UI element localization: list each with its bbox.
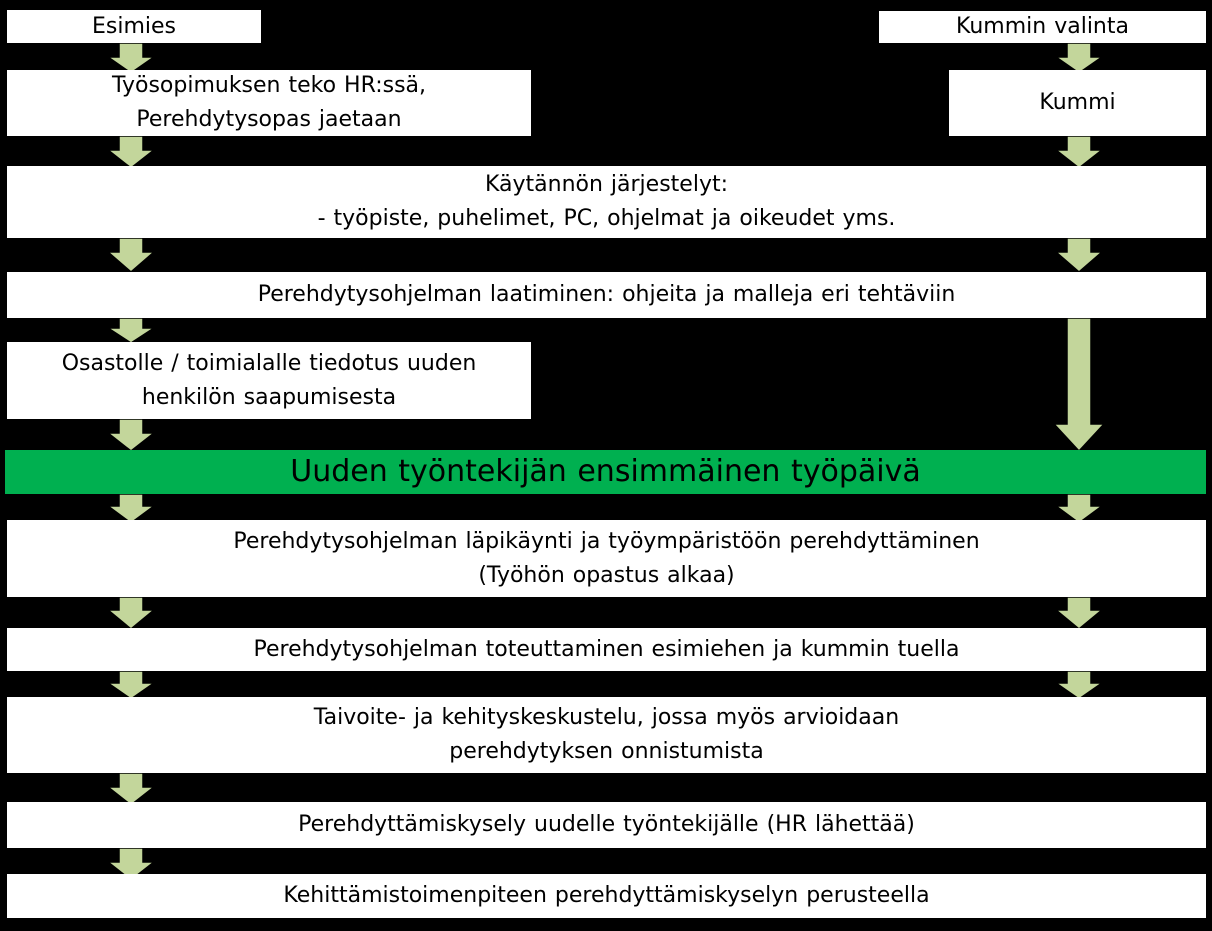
step-kaytannon-jarjestelyt [7, 166, 1206, 238]
long-arrow-down-icon [1054, 318, 1104, 451]
kummin-valinta-label: Kummin valinta [956, 14, 1129, 39]
step-kysely-label: Perehdyttämiskysely uudelle työntekijälle (HR lähettää) [298, 812, 915, 837]
step-keskustelu-line2: perehdytyksen onnistumista [449, 739, 764, 764]
step-tyosopimus-line1: Työsopimuksen teko HR:ssä, [111, 73, 427, 98]
step-perehdytysohjelman-laatiminen [7, 272, 1206, 318]
step-lapikaynti [7, 520, 1206, 597]
step-toteuttaminen-label: Perehdytysohjelman toteuttaminen esimiehen ja kummin tuella [253, 636, 960, 662]
step-kummi [949, 70, 1206, 136]
arrow-down-icon [108, 419, 154, 451]
kummin-valinta-header [879, 11, 1206, 43]
step-kummi-label: Kummi [1039, 90, 1116, 115]
step-kaytannon-line2: - työpiste, puhelimet, PC, ohjelmat ja oikeudet yms. [317, 206, 896, 231]
arrow-down-icon [1056, 494, 1102, 523]
step-keskustelu [7, 697, 1206, 773]
step-tyosopimus [7, 70, 531, 136]
arrow-down-icon [108, 671, 154, 699]
arrow-down-icon [1056, 597, 1102, 629]
esimies-header-label: Esimies [91, 13, 176, 39]
step-laatiminen-label: Perehdytysohjelman laatiminen: ohjeita ja malleja eri tehtäviin [257, 282, 956, 307]
esimies-header [7, 10, 261, 43]
step-kehittaminen [7, 874, 1206, 918]
step-keskustelu-line1: Taivoite- ja kehityskeskustelu, jossa myös arvioidaan [313, 705, 900, 730]
step-tiedotus [7, 342, 531, 419]
arrow-down-icon [1056, 671, 1102, 699]
first-day-label: Uuden työntekijän ensimmäinen työpäivä [290, 454, 921, 489]
step-kaytannon-line1: Käytännön järjestelyt: [484, 172, 728, 197]
step-tiedotus-line2: henkilön saapumisesta [141, 384, 397, 410]
arrow-down-icon [108, 136, 154, 168]
arrow-down-icon [1056, 43, 1102, 73]
arrow-down-icon [108, 597, 154, 629]
arrow-down-icon [108, 494, 154, 523]
step-toteuttaminen [7, 628, 1206, 671]
step-kysely [7, 802, 1206, 848]
arrow-down-icon [1056, 238, 1102, 272]
arrow-down-icon [1056, 136, 1102, 168]
step-lapikaynti-line2: (Työhön opastus alkaa) [478, 562, 735, 588]
step-lapikaynti-line1: Perehdytysohjelman läpikäynti ja työympäristöön perehdyttäminen [233, 528, 980, 554]
arrow-down-icon [108, 318, 154, 343]
step-kehittaminen-label: Kehittämistoimenpiteen perehdyttämiskyselyn perusteella [283, 883, 930, 908]
step-tyosopimus-line2: Perehdytysopas jaetaan [136, 107, 402, 132]
arrow-down-icon [108, 773, 154, 805]
first-day-banner [5, 450, 1206, 494]
arrow-down-icon [108, 238, 154, 272]
step-tiedotus-line1: Osastolle / toimialalle tiedotus uuden [61, 350, 477, 376]
